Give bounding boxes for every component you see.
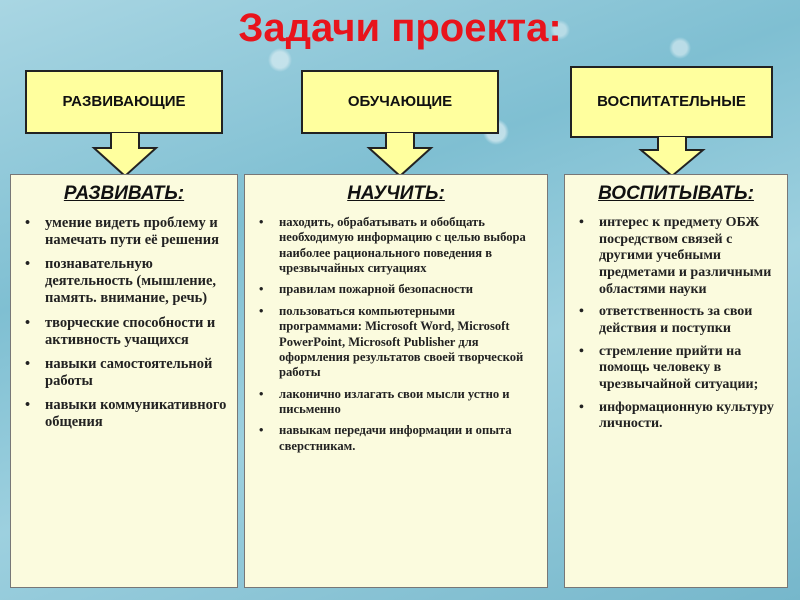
list-item: • ответственность за свои действия и поступки bbox=[573, 304, 779, 337]
page-title: Задачи проекта: bbox=[238, 6, 562, 50]
panel-heading: НАУЧИТЬ: bbox=[347, 183, 445, 204]
item-list bbox=[573, 215, 779, 433]
category-label: ОБУЧАЮЩИЕ bbox=[347, 92, 453, 110]
list-item: • правилам пожарной безопасности bbox=[253, 282, 539, 297]
category-label: ВОСПИТАТЕЛЬНЫЕ bbox=[597, 92, 746, 110]
panel-upbring bbox=[564, 174, 788, 588]
list-item: • умение видеть проблему и намечать пути её решения bbox=[19, 215, 229, 249]
category-label: РАЗВИВАЮЩИЕ bbox=[62, 92, 186, 110]
list-item: • лаконично излагать свои мысли устно и письменно bbox=[253, 387, 539, 418]
arrow-down-icon bbox=[637, 136, 707, 178]
panel-develop bbox=[10, 174, 238, 588]
list-item: • находить, обрабатывать и обобщать необходимую информацию с целью выбора наиболее рационального поведения в чрезвычайных ситуациях bbox=[253, 215, 539, 276]
list-item: • стремление прийти на помощь человеку в чрезвычайной ситуации; bbox=[573, 344, 779, 394]
list-item: • навыки коммуникативного общения bbox=[19, 397, 229, 431]
panel-heading: ВОСПИТЫВАТЬ: bbox=[598, 183, 754, 204]
list-item: • информационную культуру личности. bbox=[573, 400, 779, 433]
arrow-down-icon bbox=[90, 132, 160, 178]
list-item: • интерес к предмету ОБЖ посредством связей с другими учебными предметами и различными областями науки bbox=[573, 215, 779, 298]
list-item: • навыки самостоятельной работы bbox=[19, 356, 229, 390]
category-box-teaching bbox=[301, 70, 499, 134]
list-item: • познавательную деятельность (мышление, память. внимание, речь) bbox=[19, 256, 229, 307]
list-item: • творческие способности и активность учащихся bbox=[19, 315, 229, 349]
list-item: • навыкам передачи информации и опыта сверстникам. bbox=[253, 423, 539, 454]
panel-teach bbox=[244, 174, 548, 588]
item-list bbox=[19, 215, 229, 431]
arrow-down-icon bbox=[365, 132, 435, 178]
category-box-developing bbox=[25, 70, 223, 134]
item-list bbox=[253, 215, 539, 454]
category-box-upbringing bbox=[570, 66, 773, 138]
list-item: • пользоваться компьютерными программами: Microsoft Word, Microsoft PowerPoint, Microsoft Publisher для оформления результатов своей творческой работы bbox=[253, 304, 539, 381]
panel-heading: РАЗВИВАТЬ: bbox=[63, 183, 185, 204]
